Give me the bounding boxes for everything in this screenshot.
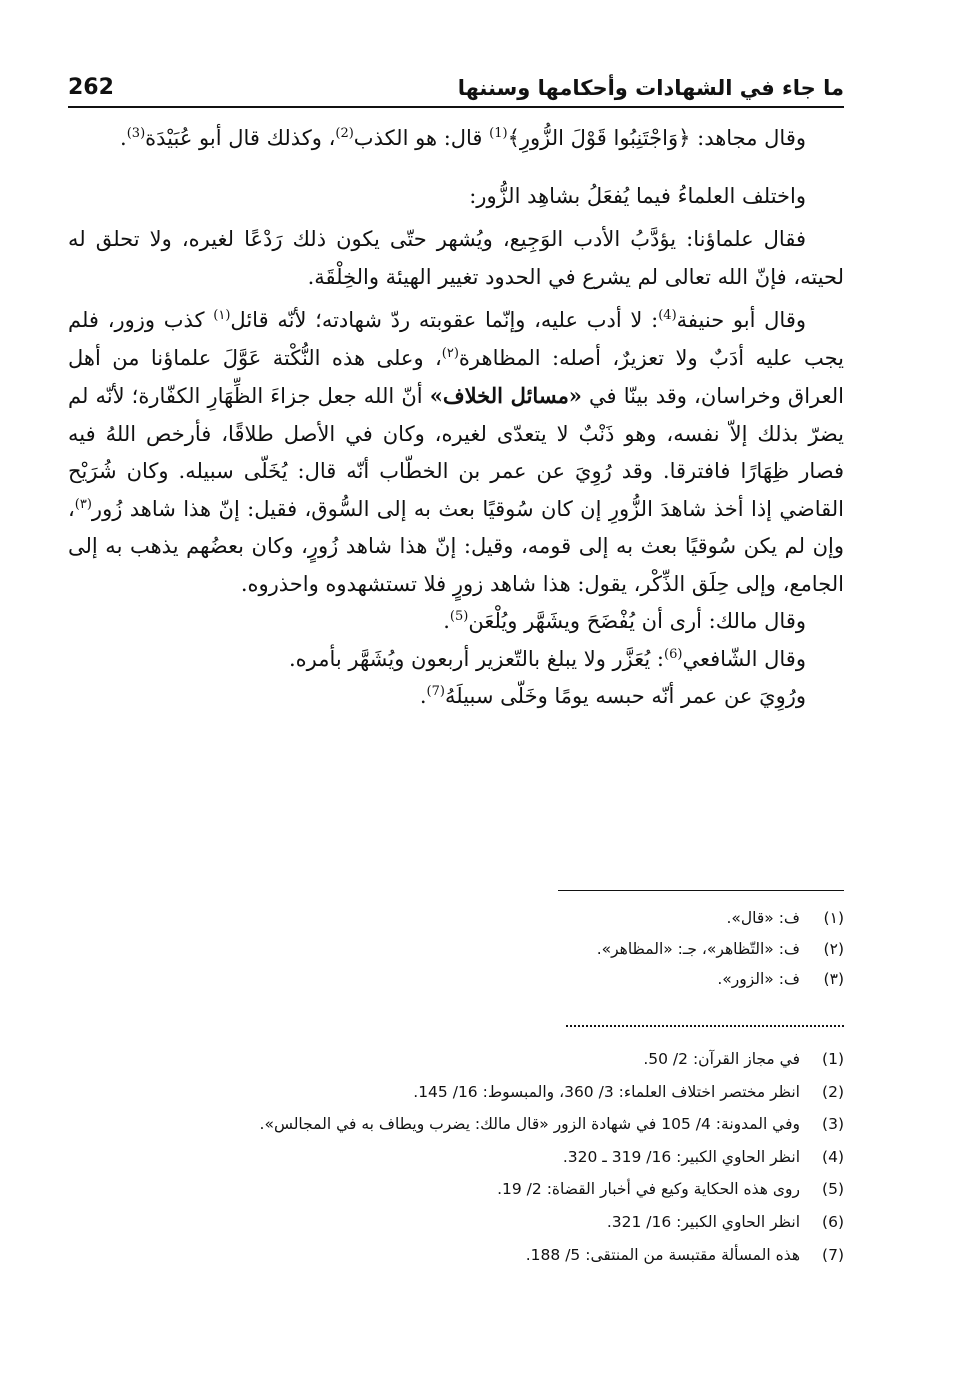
footnote-ref: (7) [426,684,445,699]
footnote-ref: (6) [664,646,683,662]
note-text: ف: «الزور». [717,970,800,988]
note-text: وفي المدونة: 4/ 105 في شهادة الزور «قال مالك: يضرب ويطاف به في المجالس». [259,1115,800,1134]
dotted-separator [566,1025,844,1027]
variant-note [300,964,844,995]
note-text: ف: «قال». [726,909,800,927]
source-notes [150,1043,844,1271]
note-number: (3) [822,1115,844,1134]
source-note [150,1239,844,1272]
text-run: أنّ الله جعل جزاءَ الظِّهَارِ الكفّارة؛ لأنّه لم يضرّ بذلك إلاّ نفسه، وهو ذَنْبٌ لا يتعدّى لغيره، وكان في الأصل طلاقًا، فأرخص اللهُ فيه فصار ظِهَارًا فافترقا. وقد رُوِيَ عن عمر بن الخطّاب أنّه قال: يُخَلّى سبيله. وكان شُرَيْح القاضي إذا أخذ شاهدَ الزُّورِ إن كان سُوقيًا بعث به إلى السُّوق، فقيل: إنّ هذا شاهد زُور [68,384,844,521]
note-text: انظر مختصر اختلاف العلماء: 3/ 360، والمبسوط: 16/ 145. [413,1082,800,1101]
text-run: ورُوِيَ عن عمر أنّه حبسه يومًا وخَلّى سبيلَهُ [444,684,806,708]
page-header [68,64,844,108]
note-text: انظر الحاوي الكبير: 16/ 319 ـ 320. [562,1147,800,1166]
book-title-reference: «مسائل الخلاف» [429,383,582,408]
text-run: : يُعَزَّر ولا يبلغ بالتّعزير أربعون ويُشَهَّر بأمره. [288,646,664,671]
quran-verse: ﴿وَاجْتَنِبُوا قَوْلَ الزُّورِ﴾ [507,126,691,150]
source-note [150,1206,844,1239]
note-number: (٣) [823,970,844,988]
text-run: . [419,684,427,708]
footnote-ref: (1) [489,126,508,141]
page-number: 262 [68,75,114,100]
variant-ref: (٣) [74,496,92,512]
paragraph-umar [68,678,844,716]
text-run: . [120,126,127,150]
paragraph-abu-hanifa [68,302,844,603]
variant-note [300,934,844,965]
text-run: ، وكذلك قال أبو عُبَيْدَة [145,126,336,150]
text-run: ، وعلى هذه النُّكْتة عَوَّلَ علماؤنا من أهل العراق وخراسان، وقد بينّا في [68,345,844,408]
note-text: في مجاز القرآن: 2/ 50. [643,1050,800,1068]
note-number: (6) [822,1212,844,1231]
variant-note [300,903,844,934]
variant-notes [300,903,844,995]
note-number: (١) [823,909,844,927]
text-run: : لا أدب عليه، وإنّما عقوبته ردّ شهادته؛ لأنّه قائل [230,308,659,332]
text-run: وقال أبو حنيفة [676,308,806,332]
source-note [150,1043,844,1076]
paragraph-mujahid [68,120,844,158]
note-text: روى هذه الحكاية وكيع في أخبار القضاة: 2/ 19. [497,1180,800,1199]
note-number: (5) [822,1180,844,1199]
footnote-separator [558,890,844,891]
note-number: (2) [822,1082,844,1101]
text-run: وقال مجاهد: [690,126,806,150]
source-note [150,1141,844,1174]
footnote-ref: (2) [335,126,354,141]
text-run: . [443,609,450,633]
note-text: ف: «التّظاهر»، جـ: «المظاهر». [596,939,800,958]
running-title: ما جاء في الشهادات وأحكامها وسننها [457,76,844,100]
main-text [68,120,844,716]
text-run: كذب وزور، فلم يجب عليه أدَبٌ ولا تعزيرٌ، أصله: المظاهرة [68,308,844,370]
note-number: (٢) [823,939,844,958]
paragraph-malik [68,603,844,641]
paragraph-scholars: فقال علماؤنا: يؤدَّبُ الأدب الوَجِيع، ويُشهر حتّى يكون ذلك رَدْعًا لغيره، ولا تحلق له لحيته، فإنّ الله تعالى لم يشرع في الحدود تغيير الهيئة والخِلْقَة. [68,227,844,289]
source-note [150,1108,844,1141]
note-number: (7) [822,1245,844,1264]
source-note [150,1173,844,1206]
text-run: قال: هو الكذب [353,126,490,150]
note-number: (1) [822,1050,844,1068]
note-text: انظر الحاوي الكبير: 16/ 321. [606,1212,800,1231]
paragraph-shafii [68,641,844,679]
text-run: ، وإن لم يكن سُوقيًا بعث به إلى قومه، وقيل: إنّ هذا شاهد زُورٍ، وكان بعضُهم يذهب به إلى الجامع، وإلى حِلَق الذِّكْر، يقول: هذا شاهد زورٍ فلا تستشهدوه واحذروه. [68,496,844,596]
note-number: (4) [822,1147,844,1166]
text-run: وقال الشّافعي [682,646,806,671]
footnote-ref: (4) [658,308,677,323]
footnote-ref: (5) [449,609,469,624]
variant-ref: (١) [213,308,231,323]
paragraph-disagreement: واختلف العلماءُ فيما يُفعَلُ بشاهِد الزُّور: [469,183,806,208]
note-text: هذه المسألة مقتبسة من المنتقى: 5/ 188. [525,1245,800,1264]
footnote-ref: (3) [126,126,146,141]
variant-ref: (٢) [441,345,459,361]
source-note [150,1076,844,1109]
text-run: وقال مالك: أرى أن يُفْضَحَ ويشَهَّر ويُلْعَن [468,609,806,633]
